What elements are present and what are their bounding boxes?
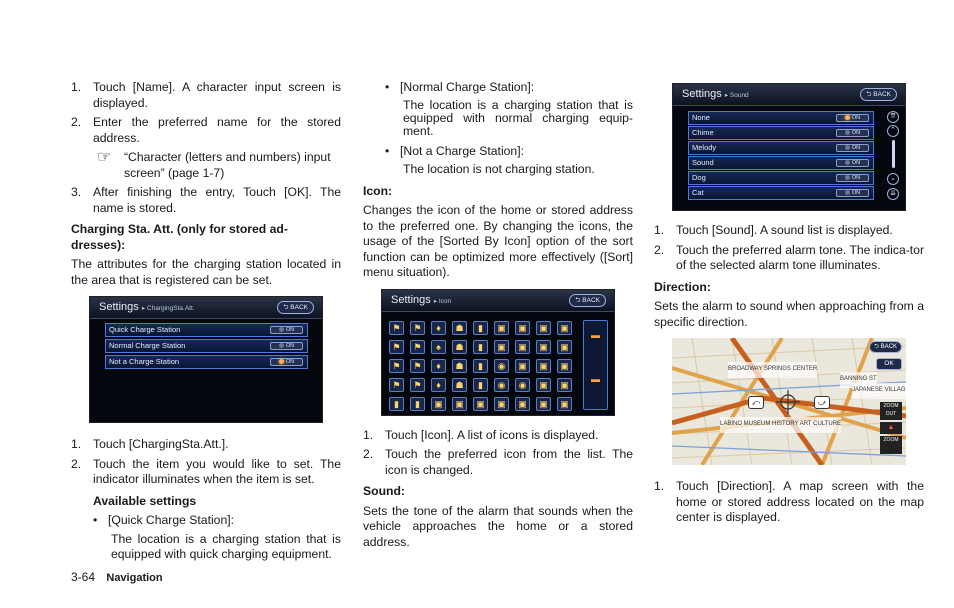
icon-option-icon[interactable]: ▣ — [536, 340, 551, 354]
back-button[interactable]: ⮌ BACK — [277, 301, 314, 314]
icon-option-icon[interactable]: ▣ — [431, 397, 446, 411]
step-number: 3. — [71, 185, 82, 199]
map-label: BROADWAY SPRINGS CENTER — [728, 362, 817, 378]
bullet-item — [385, 144, 633, 160]
indicator-led-icon — [845, 145, 850, 150]
step-text: Touch the item you would like to set. The indicator illuminates when the item is set. — [93, 456, 341, 486]
icon-option-icon[interactable]: ⚑ — [389, 359, 404, 373]
sound-row-chime[interactable]: Chime ON — [688, 126, 874, 140]
icon-option-icon[interactable]: ◉ — [494, 378, 509, 392]
map-roads — [672, 338, 906, 465]
back-button[interactable]: ⮌ BACK — [569, 294, 606, 307]
icon-option-icon[interactable]: ▣ — [557, 397, 572, 411]
ok-button[interactable]: OK — [876, 358, 902, 370]
list-item — [71, 457, 341, 488]
sound-row-cat[interactable]: Cat ON — [688, 186, 874, 200]
step-text: Touch [Sound]. A sound list is displayed. — [676, 223, 893, 237]
bullet-dot-icon: • — [385, 80, 390, 94]
icon-option-icon[interactable]: ▮ — [473, 359, 488, 373]
section-text-direction: Sets the alarm to sound when approaching from a specific direction. — [654, 299, 924, 329]
icon-option-icon[interactable]: ▣ — [557, 359, 572, 373]
steps-direction — [654, 479, 924, 526]
screenshot-icon-list — [381, 289, 615, 416]
icon-option-icon[interactable]: ▣ — [536, 359, 551, 373]
indicator-led-icon — [279, 359, 284, 364]
screen-title: Settings ▸ Sound — [682, 88, 749, 100]
bullet-item — [385, 80, 633, 96]
list-item — [71, 437, 341, 453]
icon-option-icon[interactable]: ◉ — [494, 359, 509, 373]
section-intro: The attributes for the charging station located in the area that is registered can be set. — [71, 257, 341, 287]
icon-option-icon[interactable]: ♠ — [431, 340, 446, 354]
section-heading-sound: Sound: — [363, 484, 405, 498]
sound-row-melody[interactable]: Melody ON — [688, 141, 874, 155]
scroll-down-icon[interactable]: ⌄ — [887, 173, 899, 185]
icon-option-icon[interactable]: ⚑ — [389, 340, 404, 354]
step-text: Touch [Direction]. A map screen with the home or stored address located on the map center is displayed. — [676, 479, 924, 524]
compass-icon: ▲ — [880, 422, 902, 434]
rotate-right-button[interactable]: ⤻ — [814, 396, 830, 409]
section-text-sound: Sets the tone of the alarm that sounds when the vehicle approaches the home or a stored address. — [363, 503, 633, 549]
section-heading-direction: Direction: — [654, 279, 711, 294]
list-item — [71, 80, 341, 111]
step-text: Touch [Icon]. A list of icons is displayed. — [385, 427, 599, 442]
scroll-up-icon[interactable]: ▬ — [591, 329, 600, 340]
back-button[interactable]: ⮌ BACK — [869, 341, 902, 353]
bullet-dot-icon: • — [385, 143, 390, 158]
scroll-up-icon[interactable]: ⌃ — [887, 125, 899, 137]
step-number: 1. — [654, 223, 665, 237]
icon-option-icon[interactable]: ▣ — [536, 321, 551, 335]
icon-option-icon[interactable]: ☗ — [452, 359, 467, 373]
icon-option-icon[interactable]: ▣ — [536, 378, 551, 392]
screen-header — [673, 84, 905, 106]
icon-option-icon[interactable]: ♦ — [431, 359, 446, 373]
steps-name-entry — [71, 80, 341, 146]
column-right — [654, 80, 924, 530]
indicator-led-icon — [845, 115, 850, 120]
map-label: JAPANESE VILLAG — [852, 383, 906, 399]
section-text-icon: Changes the icon of the home or stored address to the preferred one. By changing the icons, the usage of the [Sorted By Icon] option of the sort function can be optimized more effectively ([Sort] menu situation). — [363, 203, 633, 279]
icon-option-icon[interactable]: ⚑ — [410, 321, 425, 335]
bullet-description: The location is not charging station. — [403, 162, 595, 176]
step-text: Touch the preferred alarm tone. The indica-tor of the selected alarm tone illuminates. — [676, 242, 924, 272]
setting-row-not-charge[interactable]: Not a Charge Station ON — [105, 355, 308, 369]
icon-option-icon[interactable]: ▣ — [452, 397, 467, 411]
indicator-led-icon — [279, 327, 284, 332]
step-number: 1. — [654, 479, 665, 493]
map-label: BANNING ST — [840, 372, 877, 388]
screenshot-direction-map — [672, 338, 906, 465]
icon-option-icon[interactable]: ▣ — [536, 397, 551, 411]
indicator-led-icon — [845, 160, 850, 165]
icon-option-icon[interactable]: ⚑ — [410, 359, 425, 373]
bullet-description: The location is a charging station that is equipped with normal charging equip-ment. — [403, 97, 633, 138]
toggle-indicator: ON — [836, 159, 869, 167]
section-heading-charging: Charging Sta. Att. (only for stored ad-dresses): — [71, 222, 288, 252]
list-item — [363, 428, 633, 444]
step-number: 1. — [363, 427, 374, 442]
bullet-description: The location is a charging station that is equipped with quick charging equipment. — [111, 531, 341, 561]
list-item — [654, 223, 924, 239]
column-left — [71, 80, 341, 569]
column-middle — [363, 80, 633, 555]
icon-option-icon[interactable]: ☗ — [452, 321, 467, 335]
icon-option-icon[interactable]: ⚑ — [389, 378, 404, 392]
zoom-in-button[interactable]: ZOOM — [880, 436, 902, 454]
scroll-down-icon[interactable]: ▬ — [591, 373, 600, 384]
steps-charging — [71, 437, 341, 488]
page-number: 3-64 — [71, 570, 96, 584]
toggle-indicator: ON — [270, 358, 303, 366]
step-number: 1. — [71, 80, 82, 94]
icon-option-icon[interactable]: ▣ — [515, 359, 530, 373]
step-number: 2. — [363, 447, 374, 461]
toggle-indicator: ON — [270, 326, 303, 334]
page-reference — [71, 150, 341, 181]
indicator-led-icon — [845, 130, 850, 135]
icon-option-icon[interactable]: ▣ — [557, 321, 572, 335]
icon-option-icon[interactable]: ▣ — [473, 397, 488, 411]
icon-option-icon[interactable]: ▣ — [515, 321, 530, 335]
rotate-left-button[interactable]: ⤺ — [748, 396, 764, 409]
step-number: 1. — [71, 437, 82, 451]
steps-icon — [363, 428, 633, 479]
map-label: LABINO MUSEUM HISTORY ART CULTURE — [720, 417, 841, 433]
steps-sound — [654, 223, 924, 274]
icon-option-icon[interactable]: ▣ — [494, 397, 509, 411]
list-item — [654, 479, 924, 526]
icon-option-icon[interactable]: ◉ — [515, 378, 530, 392]
setting-row-quick[interactable]: Quick Charge Station ON — [105, 323, 308, 337]
reference-text: “Character (letters and numbers) input screen” (page 1-7) — [124, 150, 331, 180]
screenshot-sound-list — [672, 83, 906, 211]
icon-option-icon[interactable]: ⚑ — [389, 321, 404, 335]
toggle-indicator: ON — [836, 129, 869, 137]
bullet-item — [93, 513, 341, 529]
toggle-indicator: ON — [836, 114, 869, 122]
pointing-hand-icon: ☞ — [97, 149, 112, 166]
scroll-top-icon[interactable]: ⇈ — [887, 111, 899, 123]
sound-row-dog[interactable]: Dog ON — [688, 171, 874, 185]
screen-header — [90, 297, 322, 319]
icon-option-icon[interactable]: ▣ — [557, 378, 572, 392]
bullet-label: [Quick Charge Station]: — [108, 513, 234, 527]
icon-option-icon[interactable]: ♦ — [431, 378, 446, 392]
icon-option-icon[interactable]: ▮ — [410, 397, 425, 411]
steps-finish — [71, 185, 341, 216]
indicator-led-icon — [279, 343, 284, 348]
step-number: 2. — [71, 456, 82, 471]
bullet-dot-icon: • — [93, 513, 98, 527]
icon-scroll-panel — [583, 320, 608, 410]
screen-header — [382, 290, 614, 312]
indicator-led-icon — [845, 175, 850, 180]
icon-option-icon[interactable]: ▣ — [494, 340, 509, 354]
toggle-indicator: ON — [836, 174, 869, 182]
icon-option-icon[interactable]: ☗ — [452, 340, 467, 354]
screen-title: Settings ▸ Icon — [391, 293, 452, 306]
icon-option-icon[interactable]: ▮ — [473, 340, 488, 354]
scroll-bottom-icon[interactable]: ⇊ — [887, 188, 899, 200]
step-text: After finishing the entry, Touch [OK]. The name is stored. — [93, 185, 341, 215]
icon-option-icon[interactable]: ♦ — [431, 321, 446, 335]
section-heading-icon: Icon: — [363, 183, 393, 198]
step-text: Enter the preferred name for the stored address. — [93, 115, 341, 145]
bullet-label: [Not a Charge Station]: — [400, 143, 524, 158]
icon-option-icon[interactable]: ▣ — [515, 397, 530, 411]
list-item — [71, 185, 341, 216]
scrollbar-thumb[interactable] — [892, 140, 895, 168]
indicator-led-icon — [845, 190, 850, 195]
step-number: 2. — [71, 115, 82, 129]
icon-option-icon[interactable]: ▣ — [494, 321, 509, 335]
bullet-label: [Normal Charge Station]: — [400, 80, 535, 94]
icon-option-icon[interactable]: ▣ — [557, 340, 572, 354]
available-settings-heading: Available settings — [93, 493, 197, 508]
sound-row-sound[interactable]: Sound ON — [688, 156, 874, 170]
toggle-indicator: ON — [836, 189, 869, 197]
icon-option-icon[interactable]: ▮ — [473, 321, 488, 335]
back-button[interactable]: ⮌ BACK — [860, 88, 897, 101]
step-text: Touch [Name]. A character input screen is displayed. — [93, 80, 341, 110]
setting-row-normal[interactable]: Normal Charge Station ON — [105, 339, 308, 353]
screen-title: Settings ▸ ChargingSta.Att. — [99, 301, 195, 313]
toggle-indicator: ON — [270, 342, 303, 350]
step-number: 2. — [654, 242, 665, 257]
icon-option-icon[interactable]: ▮ — [473, 378, 488, 392]
section-name: Navigation — [106, 572, 163, 584]
toggle-indicator: ON — [836, 144, 869, 152]
list-item — [363, 447, 633, 478]
list-item — [654, 243, 924, 274]
step-text: Touch [ChargingSta.Att.]. — [93, 437, 229, 451]
list-item — [71, 115, 341, 146]
screenshot-charging-station — [89, 296, 323, 423]
sound-row-none[interactable]: None ON — [688, 111, 874, 125]
icon-option-icon[interactable]: ☗ — [452, 378, 467, 392]
step-text: Touch the preferred icon from the list. The icon is changed. — [385, 447, 633, 477]
icon-option-icon[interactable]: ⚑ — [410, 340, 425, 354]
page-footer — [71, 570, 163, 587]
zoom-out-button[interactable]: ZOOM OUT — [880, 402, 902, 420]
icon-option-icon[interactable]: ▮ — [389, 397, 404, 411]
icon-option-icon[interactable]: ⚑ — [410, 378, 425, 392]
icon-option-icon[interactable]: ▣ — [515, 340, 530, 354]
